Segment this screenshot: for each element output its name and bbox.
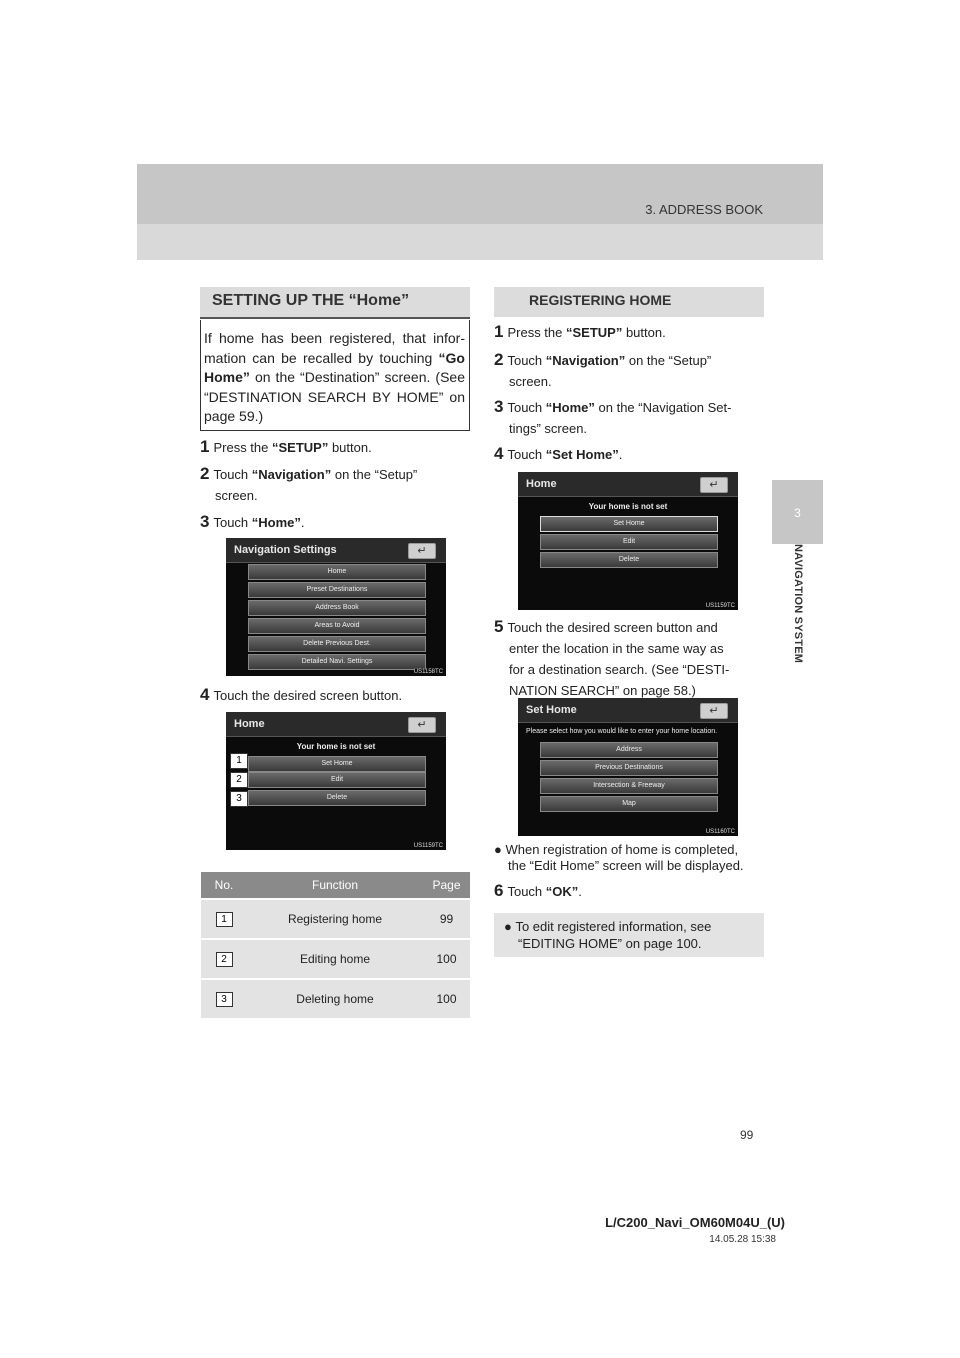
step-text: NATION SEARCH” on page 58.) <box>509 683 696 698</box>
right-step-6 <box>494 880 764 902</box>
step-number: 1 <box>494 322 504 341</box>
intro-text <box>201 320 469 427</box>
screen-button-address: Address <box>540 742 718 758</box>
table-cell-page: 100 <box>423 979 470 1018</box>
chapter-tab-label-area <box>772 544 823 694</box>
chapter-title: 3. ADDRESS BOOK <box>645 202 763 217</box>
figure-code: US1159TC <box>413 843 443 849</box>
step-number: 5 <box>494 617 504 636</box>
home-screenshot <box>226 712 446 850</box>
screen-button-intersection-freeway: Intersection & Freeway <box>540 778 718 794</box>
step-text: Touch the desired screen button. <box>213 688 403 703</box>
chapter-tab <box>772 480 823 544</box>
header-band-top <box>137 164 823 224</box>
step-text-bold: “Navigation” <box>251 467 332 482</box>
back-icon: ↵ <box>700 703 728 719</box>
table-header-no: No. <box>201 872 247 899</box>
step-text: screen. <box>215 488 258 503</box>
table-row <box>201 979 470 1018</box>
bullet-icon: ● <box>494 842 506 857</box>
step-text: screen. <box>509 374 552 389</box>
back-icon: ↵ <box>408 717 436 733</box>
screen-button-set-home: Set Home <box>540 516 718 532</box>
callout-2: 2 <box>230 772 248 788</box>
screen-button-edit: Edit <box>248 772 426 788</box>
left-step-4 <box>200 684 470 706</box>
table-cell-function: Registering home <box>247 899 423 939</box>
function-table <box>201 872 470 1018</box>
step-number: 1 <box>200 437 210 456</box>
intro-text-part: If home has been registered, that infor-mation can be recalled by touching <box>204 330 465 366</box>
step-number: 2 <box>494 350 504 369</box>
step-text-bold: “Set Home” <box>545 447 619 462</box>
right-step-1 <box>494 321 764 343</box>
intro-text-part: on the “Destination” screen. (See “DESTINATION SEARCH BY HOME” on page 59.) <box>204 369 465 424</box>
note-text: “EDITING HOME” on page 100. <box>518 936 702 951</box>
screen-title: Navigation Settings <box>234 544 337 556</box>
number-box: 1 <box>216 912 233 927</box>
step-text-bold: “Navigation” <box>545 353 626 368</box>
screen-button-edit: Edit <box>540 534 718 550</box>
table-cell-no <box>201 979 247 1018</box>
left-step-2 <box>200 463 470 506</box>
step-text: on the “Setup” <box>331 467 418 482</box>
right-step-2 <box>494 349 764 392</box>
table-row <box>201 939 470 979</box>
table-header-function: Function <box>247 872 423 899</box>
set-home-screenshot <box>518 698 738 836</box>
step-text: Press the <box>213 440 272 455</box>
table-cell-function: Deleting home <box>247 979 423 1018</box>
home-screenshot-right <box>518 472 738 610</box>
screen-button-home: Home <box>248 564 426 580</box>
screen-message: Your home is not set <box>588 502 668 511</box>
document-code: L/C200_Navi_OM60M04U_(U) <box>605 1215 785 1230</box>
screen-message: Please select how you would like to enter your home location. <box>526 728 718 735</box>
step-text: button. <box>328 440 372 455</box>
screen-message: Your home is not set <box>296 742 376 751</box>
back-icon: ↵ <box>700 477 728 493</box>
step-text: Touch <box>213 515 252 530</box>
section-header-setting-up-home <box>200 287 470 317</box>
table-cell-no <box>201 939 247 979</box>
step-text: . <box>300 515 305 530</box>
step-text-bold: “Home” <box>545 400 595 415</box>
figure-code: US1158TC <box>413 669 443 675</box>
table-cell-function: Editing home <box>247 939 423 979</box>
step-number: 3 <box>494 397 504 416</box>
step-text-bold: “SETUP” <box>566 325 623 340</box>
step-text: tings” screen. <box>509 421 588 436</box>
header-band <box>137 164 823 260</box>
completion-note <box>494 842 764 874</box>
step-text: . <box>618 447 623 462</box>
step-text: Touch the desired screen button and <box>507 620 718 635</box>
intro-box <box>200 320 470 431</box>
step-text: on the “Setup” <box>625 353 712 368</box>
note-text-block <box>494 913 764 952</box>
screen-button-delete: Delete <box>248 790 426 806</box>
callout-3: 3 <box>230 791 248 807</box>
page-number: 99 <box>740 1128 754 1142</box>
right-step-5 <box>494 616 764 701</box>
intro-text-bold: “Go Home” <box>204 349 465 385</box>
screen-button-previous-destinations: Previous Destinations <box>540 760 718 776</box>
right-step-3 <box>494 396 764 439</box>
screen-title: Set Home <box>526 704 577 716</box>
screen-button-preset-destinations: Preset Destinations <box>248 582 426 598</box>
screen-button-map: Map <box>540 796 718 812</box>
screen-button-areas-to-avoid: Areas to Avoid <box>248 618 426 634</box>
callout-1: 1 <box>230 753 248 769</box>
right-step-4 <box>494 443 764 465</box>
left-step-3 <box>200 511 470 533</box>
back-icon: ↵ <box>408 543 436 559</box>
edit-info-note <box>494 913 764 957</box>
table-cell-page: 100 <box>423 939 470 979</box>
screen-button-detailed-navi-settings: Detailed Navi. Settings <box>248 654 426 670</box>
table-cell-page: 99 <box>423 899 470 939</box>
step-number: 3 <box>200 512 210 531</box>
screen-title: Home <box>526 478 557 490</box>
note-text: the “Edit Home” screen will be displayed. <box>508 858 744 873</box>
chapter-tab-number: 3 <box>794 506 801 520</box>
step-text: on the “Navigation Set- <box>594 400 732 415</box>
table-row <box>201 899 470 939</box>
number-box: 3 <box>216 992 233 1007</box>
step-text: Touch <box>507 353 546 368</box>
bullet-icon: ● <box>504 919 516 934</box>
note-text: When registration of home is completed, <box>505 842 739 857</box>
section-divider <box>200 317 470 319</box>
step-number: 4 <box>494 444 504 463</box>
step-text: enter the location in the same way as <box>509 641 724 656</box>
step-number: 2 <box>200 464 210 483</box>
section-title: REGISTERING HOME <box>529 292 672 308</box>
step-text-bold: “SETUP” <box>272 440 329 455</box>
note-text: To edit registered information, see <box>515 919 712 934</box>
step-text: Press the <box>507 325 566 340</box>
print-timestamp: 14.05.28 15:38 <box>709 1234 776 1245</box>
screen-button-set-home: Set Home <box>248 756 426 772</box>
figure-code: US1159TC <box>705 603 735 609</box>
step-text: for a destination search. (See “DESTI- <box>509 662 730 677</box>
section-header-registering-home <box>494 287 764 317</box>
screen-button-delete-previous-dest: Delete Previous Dest. <box>248 636 426 652</box>
figure-code: US1160TC <box>705 829 735 835</box>
screen-button-delete: Delete <box>540 552 718 568</box>
step-text: Touch <box>507 447 546 462</box>
step-text: Touch <box>507 400 546 415</box>
navigation-settings-screenshot <box>226 538 446 676</box>
step-text: . <box>578 884 582 899</box>
step-text: Touch <box>507 884 546 899</box>
left-step-1 <box>200 436 470 458</box>
section-title: SETTING UP THE “Home” <box>212 292 410 309</box>
number-box: 2 <box>216 952 233 967</box>
table-cell-no <box>201 899 247 939</box>
step-text-bold: “Home” <box>251 515 301 530</box>
chapter-tab-label: NAVIGATION SYSTEM <box>792 544 804 664</box>
step-text: button. <box>622 325 666 340</box>
step-number: 4 <box>200 685 210 704</box>
table-header-page: Page <box>423 872 470 899</box>
screen-title: Home <box>234 718 265 730</box>
table-header-row <box>201 872 470 899</box>
step-text: Touch <box>213 467 252 482</box>
screen-button-address-book: Address Book <box>248 600 426 616</box>
step-number: 6 <box>494 881 504 900</box>
step-text-bold: “OK” <box>545 884 579 899</box>
